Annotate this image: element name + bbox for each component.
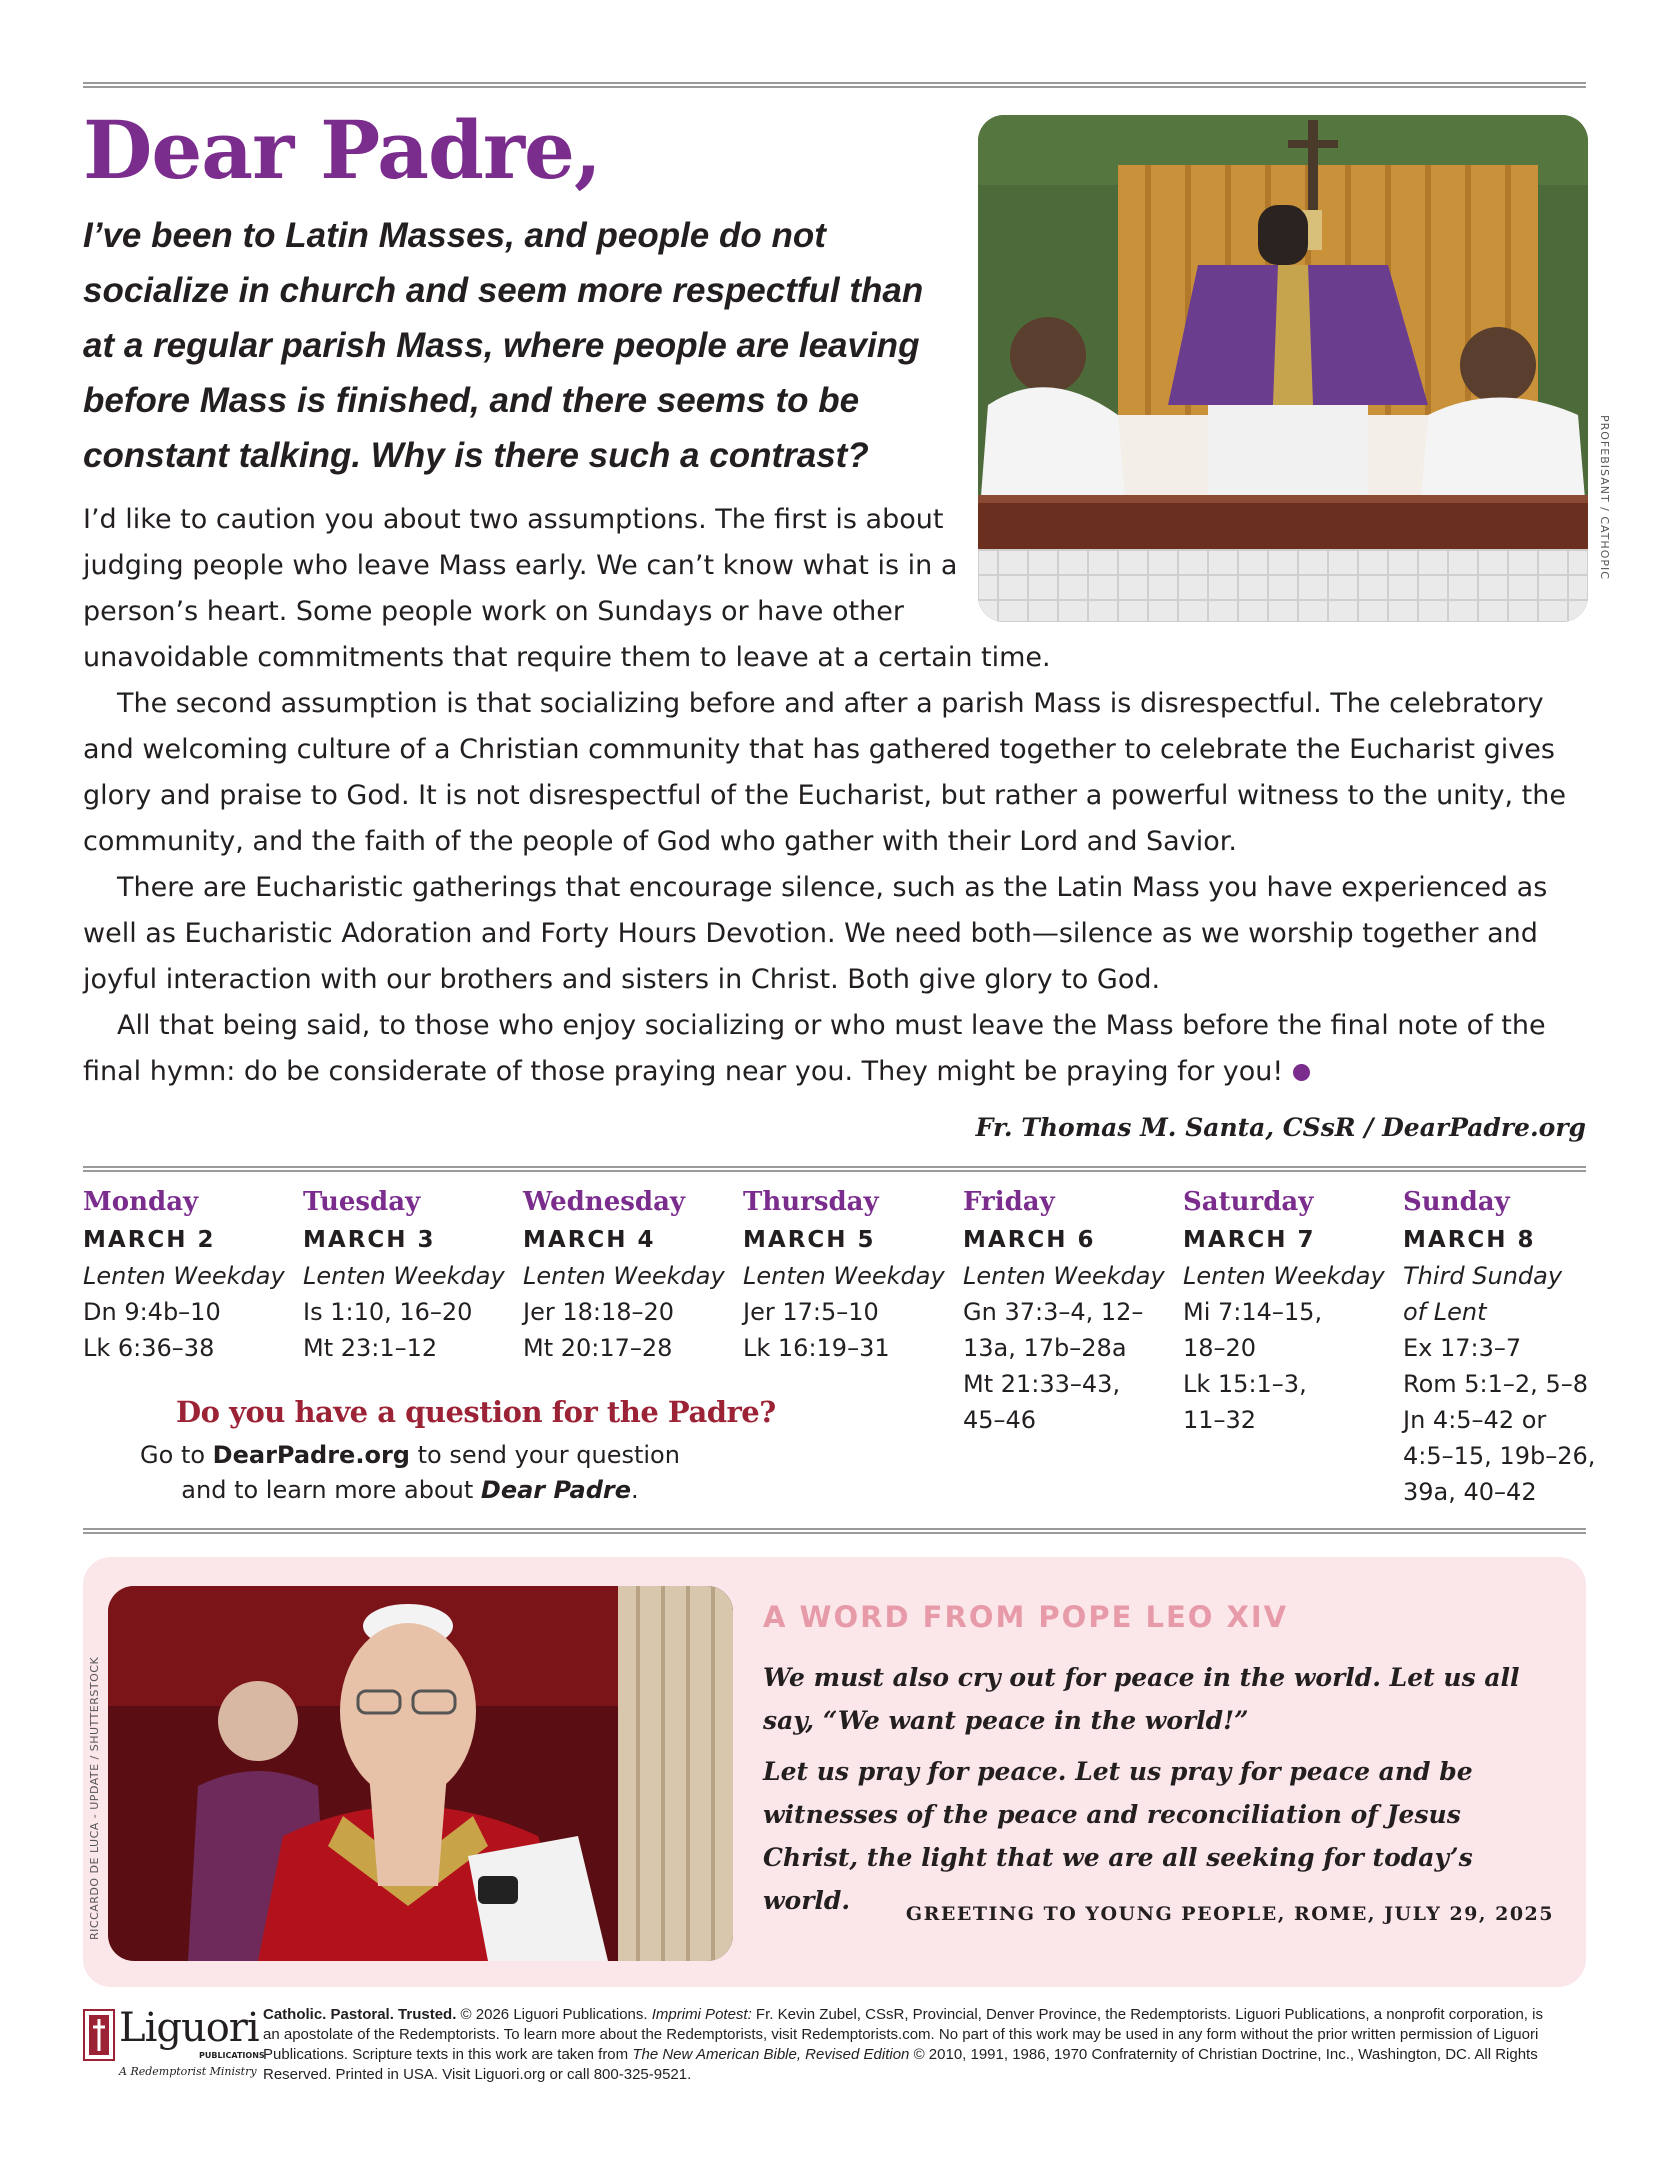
footer-nab: The New American Bible, Revised Edition [632, 2046, 910, 2063]
footer-lead: Catholic. Pastoral. Trusted. [263, 2006, 457, 2023]
day-name: Monday [83, 1187, 199, 1217]
day-reading: Jn 4:5–42 or [1403, 1406, 1547, 1434]
day-date: MARCH 4 [523, 1227, 656, 1253]
calendar-day-thursday [743, 1184, 963, 1366]
day-reading: Jer 18:18–20 [523, 1298, 675, 1326]
calendar-day-friday [963, 1184, 1183, 1438]
answer-paragraph-1 [83, 497, 1051, 681]
answer-p1-end: unavoidable commitments that require them to leave at a certain time. [83, 642, 1051, 673]
day-date: MARCH 6 [963, 1227, 1096, 1253]
dearpadre-link[interactable]: DearPadre.org [212, 1441, 410, 1469]
calendar-day-sunday [1403, 1184, 1623, 1510]
day-reading: 13a, 17b–28a [963, 1334, 1127, 1362]
liguori-emblem-icon [83, 2009, 115, 2061]
pope-heading: A WORD FROM POPE LEO XIV [763, 1600, 1289, 1634]
top-rule [83, 82, 1586, 88]
day-observance: of Lent [1403, 1298, 1487, 1326]
day-reading: 11–32 [1183, 1406, 1257, 1434]
calendar-bottom-rule [83, 1528, 1586, 1534]
day-reading: Jer 17:5–10 [743, 1298, 879, 1326]
day-name: Sunday [1403, 1187, 1510, 1217]
footer-text-1: © 2026 Liguori Publications. [456, 2006, 652, 2023]
end-bullet-icon [1293, 1064, 1310, 1081]
day-reading: Ex 17:3–7 [1403, 1334, 1522, 1362]
day-reading: Mt 20:17–28 [523, 1334, 673, 1362]
day-observance: Third Sunday [1403, 1262, 1563, 1290]
day-date: MARCH 2 [83, 1227, 216, 1253]
footer-imprimi: Imprimi Potest: [651, 2006, 752, 2023]
answer-paragraph-4 [83, 1003, 1586, 1095]
day-observance: Lenten Weekday [963, 1262, 1165, 1290]
pope-quote-source: GREETING TO YOUNG PEOPLE, ROME, JULY 29, 2025 [905, 1903, 1554, 1925]
liguori-logo [83, 2005, 265, 2085]
day-reading: 45–46 [963, 1406, 1037, 1434]
photo2-credit: RICCARDO DE LUCA - UPDATE / SHUTTERSTOCK [88, 1656, 101, 1940]
answer-p3-text: There are Eucharistic gatherings that encourage silence, such as the Latin Mass you have experienced as well as Eucharistic Adoration and Forty Hours Devotion. We need both—silence as we worship together and joyful interaction with our brothers and sisters in Christ. Both give glory to God. [83, 872, 1548, 995]
author-signature: Fr. Thomas M. Santa, CSsR / DearPadre.org [975, 1113, 1586, 1142]
photo1-credit-wrap [1597, 415, 1611, 600]
day-reading: Lk 16:19–31 [743, 1334, 890, 1362]
day-name: Saturday [1183, 1187, 1314, 1217]
day-reading: Lk 6:36–38 [83, 1334, 215, 1362]
day-reading: Mt 21:33–43, [963, 1370, 1121, 1398]
day-date: MARCH 7 [1183, 1227, 1316, 1253]
logo-name: Liguori [119, 2005, 259, 2051]
pope-quote-2: Let us pray for peace. Let us pray for peace and be witnesses of the peace and reconciliation of Jesus Christ, the light that we are all seeking for today’s world. [763, 1757, 1473, 1915]
day-reading: Rom 5:1–2, 5–8 [1403, 1370, 1588, 1398]
day-reading: Mi 7:14–15, [1183, 1298, 1323, 1326]
day-observance: Lenten Weekday [743, 1262, 945, 1290]
footer-text-2: Fr. Kevin Zubel, CSsR, Provincial, Denver Province, the Redemptorists. Liguori Publications, a nonprofit corporation, is an apostolate of the Redemptorists. To learn more about the Redemptorists, visit Redemptorists.com. No part of this work may be used in any form without the prior written permission of Liguori Publications. Scripture texts in this work are taken from [263, 2006, 1543, 2063]
cta-text [130, 1438, 690, 1508]
day-observance: Lenten Weekday [303, 1262, 505, 1290]
day-reading: 39a, 40–42 [1403, 1478, 1537, 1506]
logo-tagline: A Redemptorist Ministry [119, 2065, 257, 2078]
pope-photo [108, 1586, 733, 1961]
day-date: MARCH 3 [303, 1227, 436, 1253]
footer-text-3: © 2010, 1991, 1986, 1970 Confraternity of Christian Doctrine, Inc., Washington, DC. All Rights Reserved. Printed in USA. Visit Liguori.org or call 800-325-9521. [263, 2046, 1538, 2083]
cta-line2-em: Dear Padre [480, 1476, 632, 1504]
footer-legal-text [263, 2005, 1553, 2085]
photo2-credit-wrap [88, 1610, 102, 1940]
day-reading: 18–20 [1183, 1334, 1257, 1362]
cta-line2-post: . [631, 1476, 639, 1504]
answer-paragraph-3 [83, 865, 1586, 1003]
day-name: Tuesday [303, 1187, 421, 1217]
cta-line1-pre: Go to [140, 1441, 213, 1469]
cta-line2-pre: and to learn more about [181, 1476, 481, 1504]
answer-p1-text: I’d like to caution you about two assumptions. The first is about judging people who leave Mass early. We can’t know what is in a person’s heart. Some people work on Sundays or have other [83, 504, 958, 627]
day-reading: Gn 37:3–4, 12– [963, 1298, 1144, 1326]
answer-p2-text: The second assumption is that socializing before and after a parish Mass is disrespectful. The celebratory and welcoming culture of a Christian community that has gathered together to celebrate the Eucharist gives glory and praise to God. It is not disrespectful of the Eucharist, but rather a powerful witness to the unity, the community, and the faith of the people of God who gather with their Lord and Savior. [83, 688, 1566, 857]
cta-title: Do you have a question for the Padre? [176, 1395, 776, 1429]
day-reading: Is 1:10, 16–20 [303, 1298, 473, 1326]
day-observance: Lenten Weekday [523, 1262, 725, 1290]
answer-paragraph-2 [83, 681, 1586, 865]
day-date: MARCH 5 [743, 1227, 876, 1253]
day-reading: 4:5–15, 19b–26, [1403, 1442, 1596, 1470]
pope-quote-1: We must also cry out for peace in the world. Let us all say, “We want peace in the world!” [763, 1663, 1520, 1735]
day-reading: Dn 9:4b–10 [83, 1298, 221, 1326]
day-observance: Lenten Weekday [83, 1262, 285, 1290]
calendar-day-tuesday [303, 1184, 523, 1366]
day-name: Friday [963, 1187, 1055, 1217]
reader-question: I’ve been to Latin Masses, and people do not socialize in church and seem more respectful than at a regular parish Mass, where people are leaving before Mass is finished, and there seems to be constant talking. Why is there such a contrast? [83, 216, 924, 475]
photo1-credit: PROFEBISANT / CATHOPIC [1598, 415, 1611, 580]
calendar-day-wednesday [523, 1184, 743, 1366]
day-reading: Lk 15:1–3, [1183, 1370, 1307, 1398]
calendar-day-monday [83, 1184, 303, 1366]
logo-publications: PUBLICATIONS [199, 2051, 265, 2060]
latin-mass-photo [978, 115, 1588, 622]
answer-p4-text: All that being said, to those who enjoy socializing or who must leave the Mass before the final note of the final hymn: do be considerate of those praying near you. They might be praying for you! [83, 1010, 1546, 1087]
page-title: Dear Padre, [83, 103, 601, 197]
day-name: Thursday [743, 1187, 879, 1217]
day-name: Wednesday [523, 1187, 686, 1217]
calendar-top-rule [83, 1166, 1586, 1172]
day-date: MARCH 8 [1403, 1227, 1536, 1253]
day-observance: Lenten Weekday [1183, 1262, 1385, 1290]
calendar-day-saturday [1183, 1184, 1403, 1438]
cta-line1-post: to send your question [409, 1441, 680, 1469]
day-reading: Mt 23:1–12 [303, 1334, 438, 1362]
